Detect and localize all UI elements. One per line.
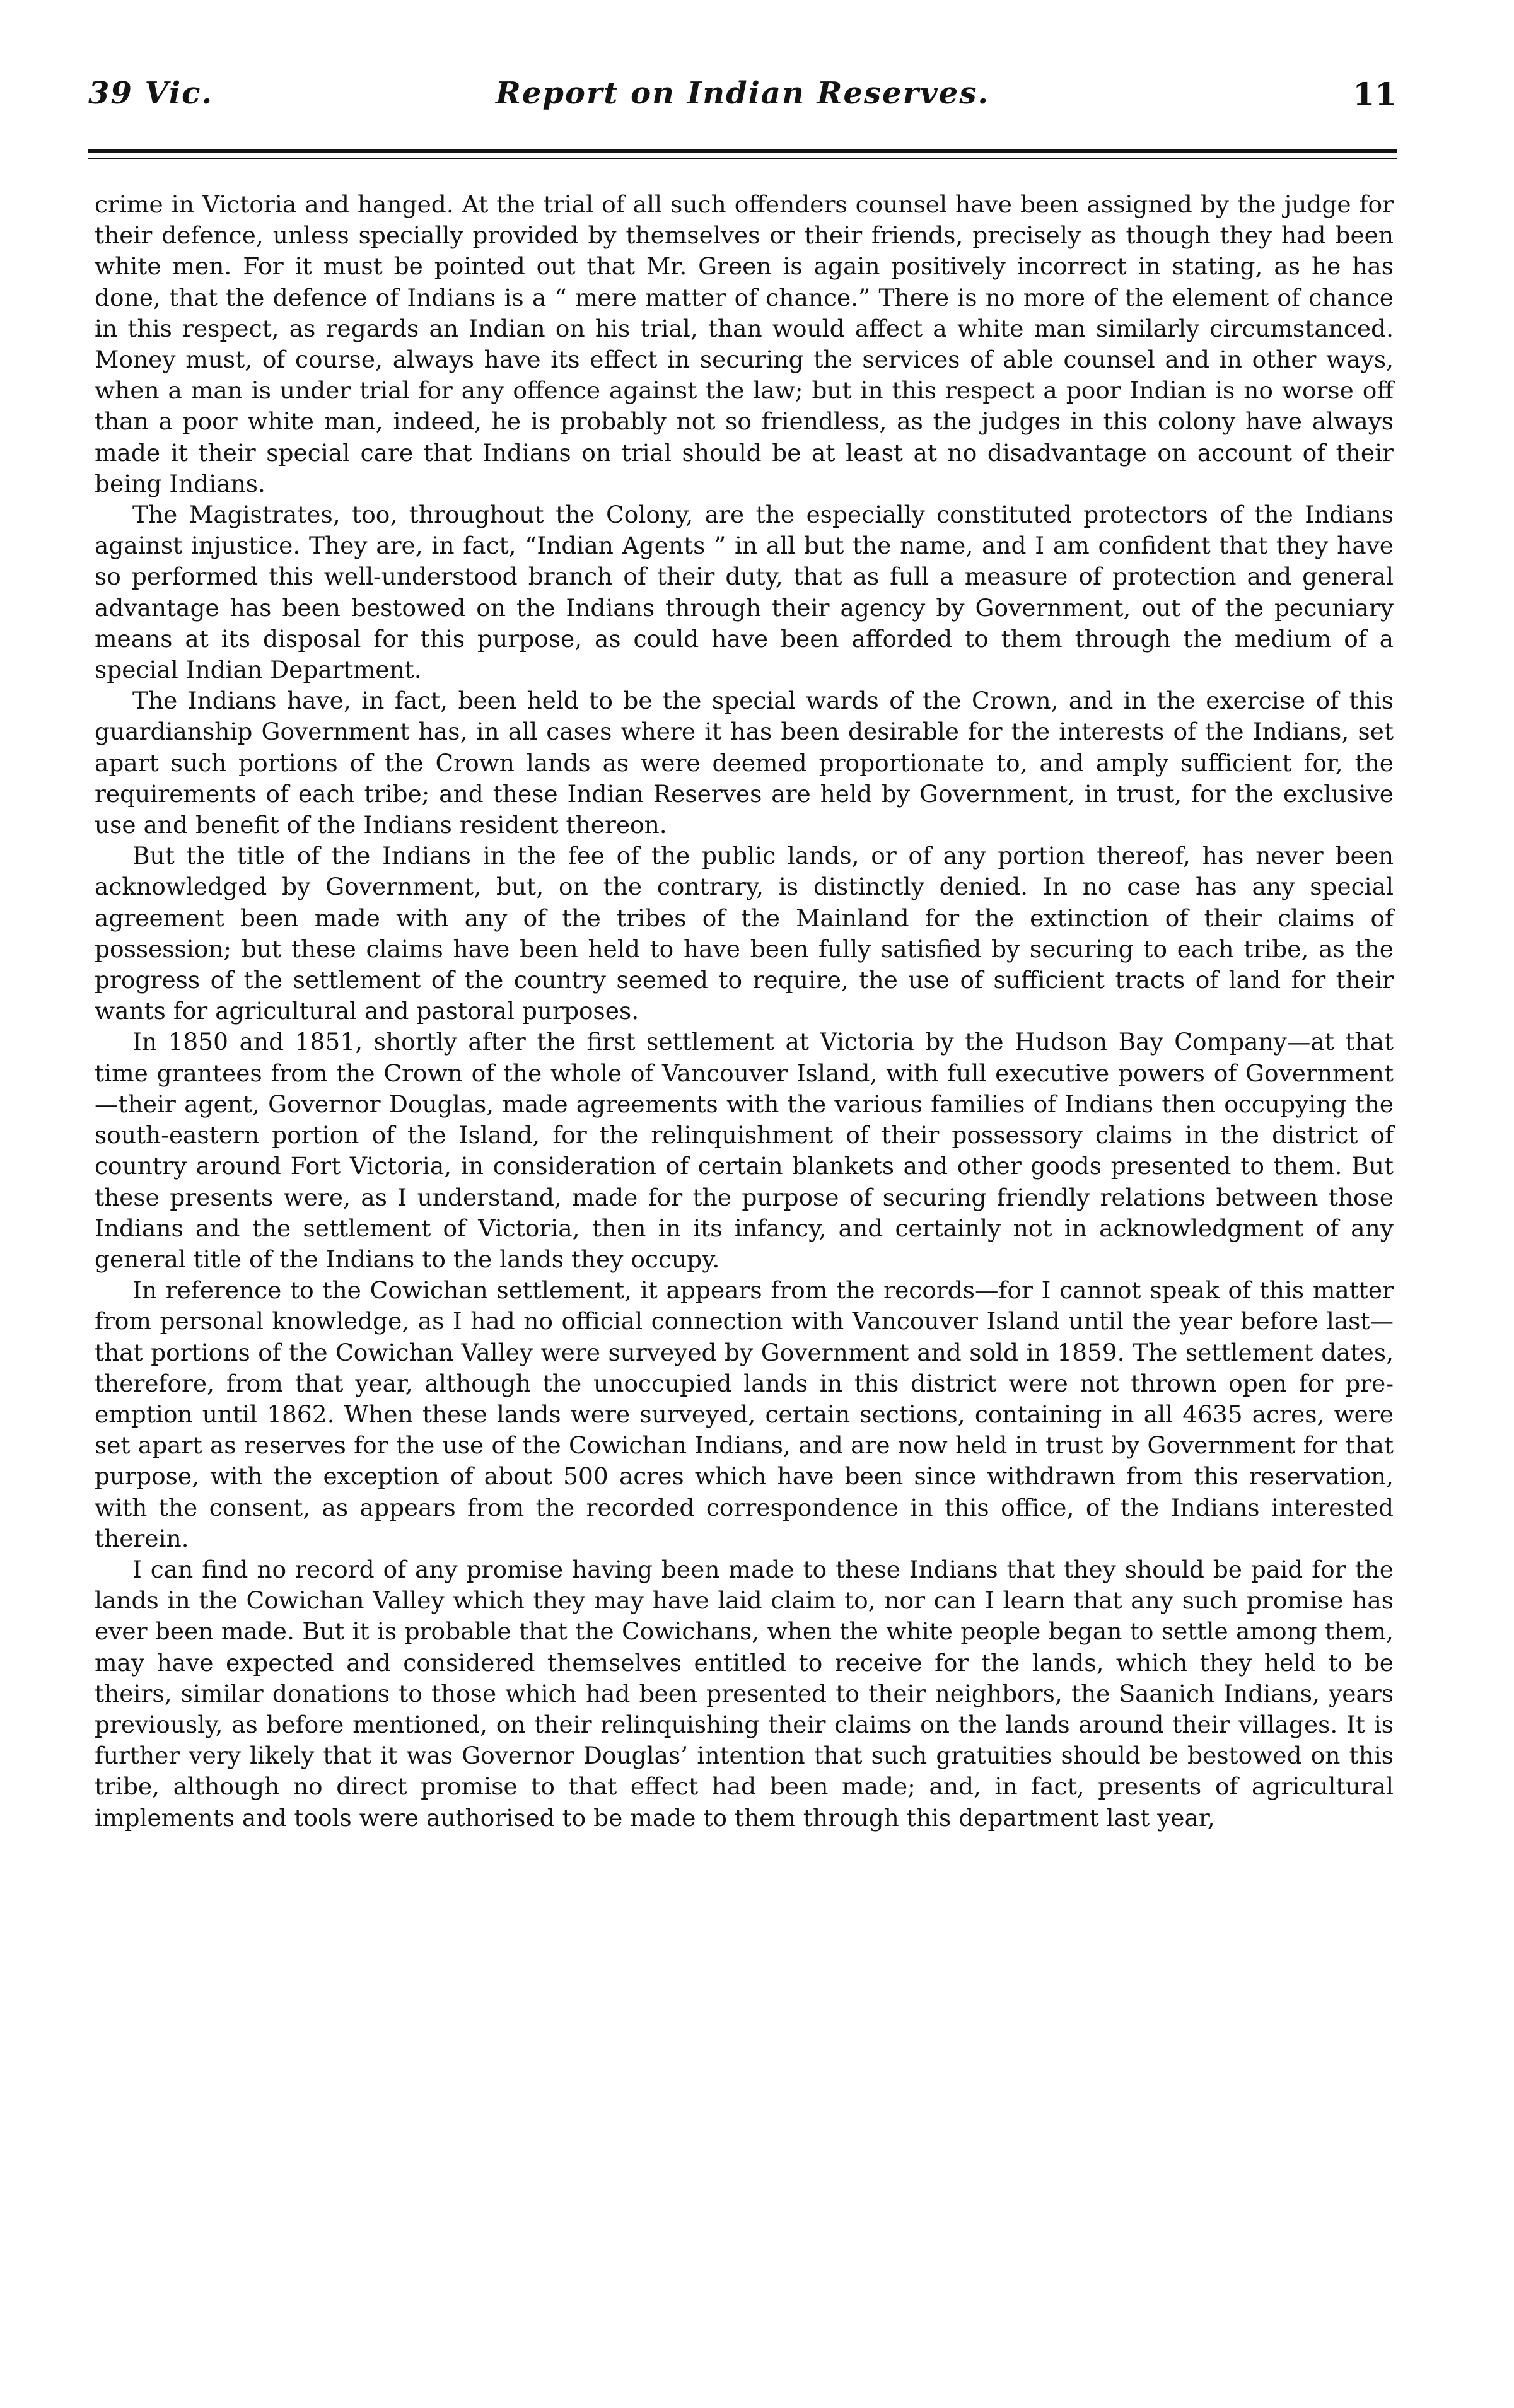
paragraph-cowichan-settlement: In reference to the Cowichan settlement, it appears from the records—for I cannot speak of this matter from personal knowledge, as I had no official connection with Vancouver Island until the year before last—that portions of the Cowichan Valley were surveyed by Government and sold in 1859. The settlement dates, therefore, from that year, although the unoccupied lands in this district were not thrown open for pre-emption until 1862. When these lands were surveyed, certain sections, containing in all 4635 acres, were set apart as reserves for the use of the Cowichan Indians, and are now held in trust by Government for that purpose, with the exception of about 500 acres which have been since withdrawn from this reservation, with the consent, as appears from the recorded correspondence in this office, of the Indians interested therein. [95,1276,1394,1552]
running-header [88,76,1397,126]
header-rule-thick [88,149,1397,153]
paragraph-continued: crime in Victoria and hanged. At the trial of all such offenders counsel have been assigned by the judge for their defence, unless specially provided by themselves or their friends, precisely as though they had been white men. For it must be pointed out that Mr. Green is again positively incorrect in stating, as he has done, that the defence of Indians is a “ mere matter of chance.” There is no more of the element of chance in this respect, as regards an Indian on his trial, than would affect a white man similarly circumstanced. Money must, of course, always have its effect in securing the services of able counsel and in other ways, when a man is under trial for any offence against the law; but in this respect a poor Indian is no worse off than a poor white man, indeed, he is probably not so friendless, as the judges in this colony have always made it their special care that Indians on trial should be at least at no disadvantage on account of their being Indians. [95,190,1394,497]
paragraph-fort-victoria: In 1850 and 1851, shortly after the first settlement at Victoria by the Hudson Bay Company—at that time grantees from the Crown of the whole of Vancouver Island, with full executive powers of Government—their agent, Governor Douglas, made agreements with the various families of Indians then occupying the south-eastern portion of the Island, for the relinquishment of their possessory claims in the district of country around Fort Victoria, in consideration of certain blankets and other goods presented to them. But these presents were, as I understand, made for the purpose of securing friendly relations between those Indians and the settlement of Victoria, then in its infancy, and certainly not in acknowledgment of any general title of the Indians to the lands they occupy. [95,1028,1394,1273]
header-rule-thin [88,158,1397,159]
page-number: 11 [1353,76,1397,113]
volume-label: 39 Vic. [88,76,214,111]
paragraph-wards-of-crown: The Indians have, in fact, been held to be the special wards of the Crown, and in the exercise of this guardianship Government has, in all cases where it has been desirable for the interests of the Indians, set apart such portions of the Crown lands as were deemed proportionate to, and amply sufficient for, the requirements of each tribe; and these Indian Reserves are held by Government, in trust, for the exclusive use and benefit of the Indians resident thereon. [95,687,1394,839]
paragraph-magistrates: The Magistrates, too, throughout the Colony, are the especially constituted protectors of the Indians against injustice. They are, in fact, “Indian Agents ” in all but the name, and I am confident that they have so performed this well-understood branch of their duty, that as full a measure of protection and general advantage has been bestowed on the Indians through their agency by Government, out of the pecuniary means at its disposal for this purpose, as could have been afforded to them through the medium of a special Indian Department. [95,501,1394,684]
body-text [95,189,1394,1834]
running-title: Report on Indian Reserves. [495,76,990,111]
paragraph-title-denied: But the title of the Indians in the fee of the public lands, or of any portion thereof, has never been acknowledged by Government, but, on the contrary, is distinctly denied. In no case has any special agreement been made with any of the tribes of the Mainland for the extinction of their claims of possession; but these claims have been held to have been fully satisfied by securing to each tribe, as the progress of the settlement of the country seemed to require, the use of sufficient tracts of land for their wants for agricultural and pastoral purposes. [95,842,1394,1025]
paragraph-no-promise: I can find no record of any promise having been made to these Indians that they should be paid for the lands in the Cowichan Valley which they may have laid claim to, nor can I learn that any such promise has ever been made. But it is probable that the Cowichans, when the white people began to settle among them, may have expected and considered themselves entitled to receive for the lands, which they held to be theirs, similar donations to those which had been presented to their neighbors, the Saanich Indians, years previously, as before mentioned, on their relinquishing their claims on the lands around their villages. It is further very likely that it was Governor Douglas’ intention that such gratuities should be bestowed on this tribe, although no direct promise to that effect had been made; and, in fact, presents of agricultural implements and tools were authorised to be made to them through this department last year, [95,1555,1394,1832]
